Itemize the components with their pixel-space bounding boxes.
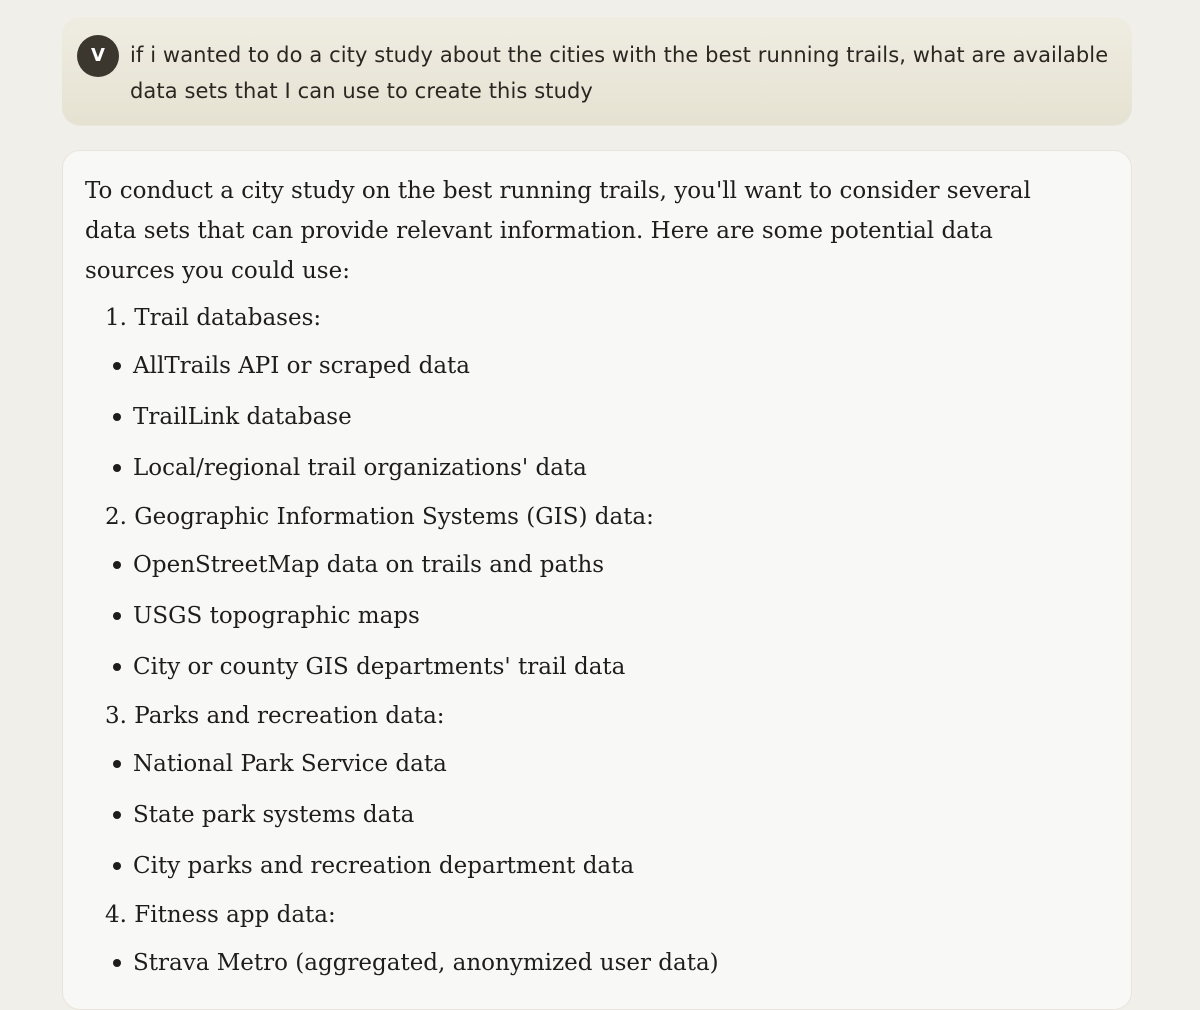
bullet-dot-icon	[113, 464, 121, 472]
bullet-dot-icon	[113, 663, 121, 671]
bullet-dot-icon	[113, 862, 121, 870]
list-item-usgs-maps	[133, 600, 420, 632]
list-item-label: TrailLink database	[133, 404, 352, 430]
list-item-label: National Park Service data	[133, 751, 447, 777]
list-item-label: Strava Metro (aggregated, anonymized user data)	[133, 950, 719, 976]
list-item-national-park-service	[133, 748, 447, 780]
list-item-label: City or county GIS departments' trail data	[133, 654, 626, 680]
list-item-label: City parks and recreation department data	[133, 853, 635, 879]
list-item-city-parks	[133, 850, 634, 882]
section-heading-parks-recreation: 3. Parks and recreation data:	[105, 703, 445, 729]
list-item-city-county-gis	[133, 651, 625, 683]
assistant-list	[63, 151, 1131, 1009]
list-item-state-park-systems	[133, 799, 414, 831]
list-item-label: AllTrails API or scraped data	[133, 353, 470, 379]
list-item-openstreetmap	[133, 549, 604, 581]
list-item-strava-metro	[133, 947, 719, 979]
bullet-dot-icon	[113, 362, 121, 370]
list-item-label: OpenStreetMap data on trails and paths	[133, 552, 605, 578]
bullet-dot-icon	[113, 612, 121, 620]
bullet-dot-icon	[113, 760, 121, 768]
bullet-dot-icon	[113, 959, 121, 967]
assistant-message-card	[62, 150, 1132, 1010]
user-message-text: if i wanted to do a city study about the cities with the best running trails, what are available data sets that I can use to create this study	[130, 43, 1109, 103]
section-heading-gis-data: 2. Geographic Information Systems (GIS) data:	[105, 504, 654, 530]
list-item-local-trail-orgs	[133, 452, 587, 484]
list-item-label: Local/regional trail organizations' data	[133, 455, 587, 481]
section-heading-trail-databases: 1. Trail databases:	[105, 305, 322, 331]
user-message-bubble	[62, 17, 1132, 125]
bullet-dot-icon	[113, 413, 121, 421]
list-item-label: USGS topographic maps	[133, 603, 420, 629]
user-avatar: V	[77, 35, 119, 77]
section-heading-fitness-app-data: 4. Fitness app data:	[105, 902, 336, 928]
list-item-label: State park systems data	[133, 802, 415, 828]
bullet-dot-icon	[113, 811, 121, 819]
bullet-dot-icon	[113, 561, 121, 569]
list-item-alltrails	[133, 350, 470, 382]
list-item-traillink	[133, 401, 352, 433]
assistant-intro-text: To conduct a city study on the best running trails, you'll want to consider several data sets that can provide relevant information. Here are some potential data sources you could use:	[85, 178, 1031, 284]
